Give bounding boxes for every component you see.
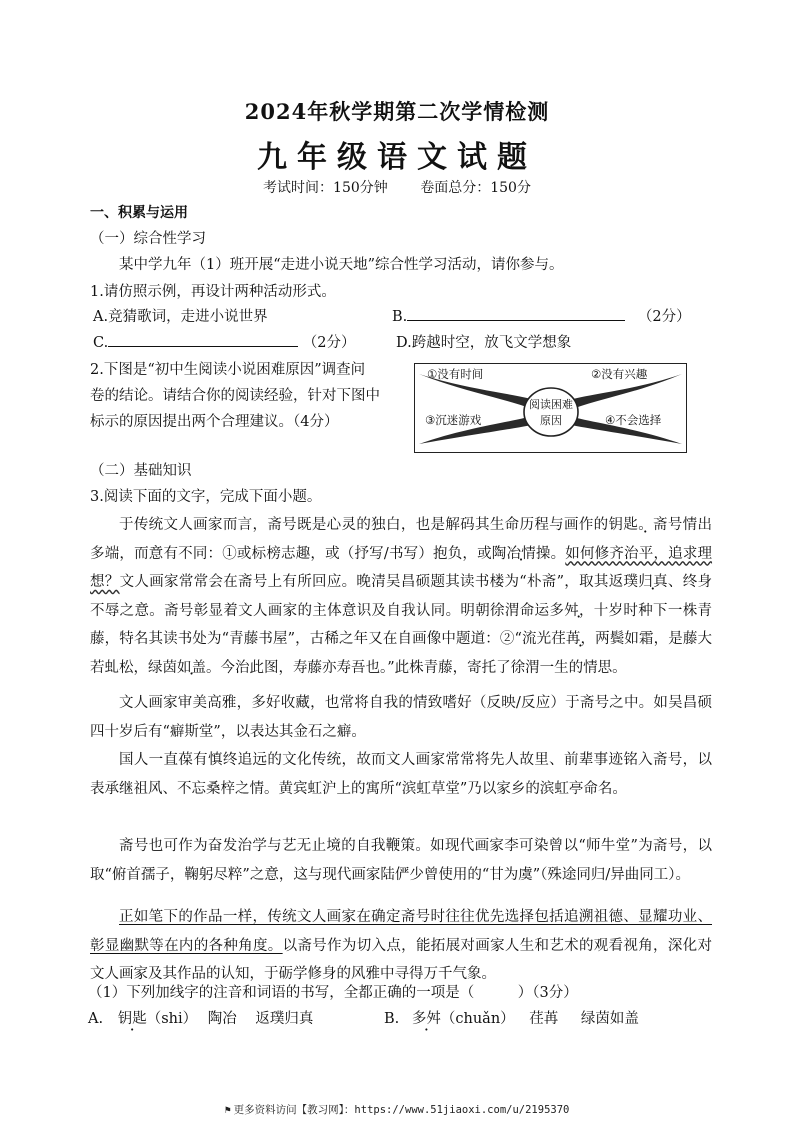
dotted-word-renran: 荏苒 <box>551 631 581 647</box>
reading-difficulty-diagram <box>414 363 687 453</box>
diagram-center-node <box>524 388 578 436</box>
q1-option-c <box>93 333 356 353</box>
option-a-word: 钥匙 <box>117 1011 147 1027</box>
exam-time: 考试时间：150分钟 <box>263 180 388 196</box>
diagram-reason-1: ①没有时间 <box>427 367 484 381</box>
diagram-reason-4: ④不会选择 <box>605 413 662 427</box>
q1-option-a: A.竞猜歌词，走进小说世界 <box>93 309 268 325</box>
q2-line-1: 2.下图是“初中生阅读小说困难原因”调查问 <box>90 362 366 378</box>
section-heading: 一、积累与运用 <box>90 205 188 221</box>
diagram-center-line2: 原因 <box>540 414 562 427</box>
q1-option-d: D.跨越时空，放飞文学想象 <box>396 335 572 351</box>
q1-stem: 1.请仿照示例，再设计两种活动形式。 <box>90 284 336 300</box>
q1-option-b-label: B. <box>392 309 408 325</box>
sub-question-1-stem: （1）下列加线字的注音和词语的书写，全都正确的一项是（ ）（3分） <box>88 985 578 1001</box>
q3-stem: 3.阅读下面的文字，完成下面小题。 <box>90 489 322 505</box>
underlined-sentence: 正如笔下的作品一样，传统文人画家在确定斋号时往往优先选择包括追溯祖德、显耀功业、彰显幽默等在内的各种角度。 <box>90 909 712 954</box>
q1-option-c-blank[interactable] <box>108 333 298 347</box>
q2-line-3: 标示的原因提出两个合理建议。（4分） <box>90 414 339 430</box>
diagram-reason-2: ②没有兴趣 <box>591 367 648 381</box>
dotted-word-fanpu: 返璞归真 <box>608 574 668 590</box>
option-b-word: 多舛 <box>411 1011 441 1027</box>
passage-paragraph-3: 国人一直葆有慎终追远的文化传统，故而文人画家常常将先人故里、前辈事迹铭入斋号，以表承继祖风、不忘桑梓之情。黄宾虹沪上的寓所“滨虹草堂”乃以家乡的滨虹亭命名。 <box>90 752 712 797</box>
q1-option-b-points: （2分） <box>637 309 691 325</box>
passage-paragraph-5: 正如笔下的作品一样，传统文人画家在确定斋号时往往优先选择包括追溯祖德、显耀功业、彰显幽默等在内的各种角度。以斋号作为切入点，能拓展对画家人生和艺术的观看视角，深化对文人画家及其作品的认知，于砺学修身的风雅中寻得万千气象。 <box>90 909 713 982</box>
dotted-word-lvyin: 绿茵如盖 <box>148 659 206 676</box>
diagram-svg <box>415 364 686 452</box>
exam-score: 卷面总分：150分 <box>420 180 531 196</box>
passage-paragraph-1: 于传统文人画家而言，斋号既是心灵的独白，也是解码其生命历程与画作的钥匙。斋号情出多端，而意有不同：①或标榜志趣，或（抒写/书写）抱负，或陶冶情操。如何修齐治平，追求理想？文人画家常常会在斋号上有所回应。晚清吴昌硕题其读书楼为“朴斋”，取其返璞归真、终身不辱之意。斋号彰显着文人画家的主体意识及自我认同。明朝徐渭命运多舛，十岁时种下一株青藤，特名其读书处为“青藤书屋”，古稀之年又在自画像中题道：②“流光荏苒，两鬓如霜，是藤大若虬松，绿茵如盖。今治此图，寿藤亦寿吾也。”此株青藤，寄托了徐渭一生的情思。 <box>90 517 713 676</box>
exam-meta <box>0 177 794 197</box>
flag-icon: ⚑ <box>224 1105 231 1116</box>
dotted-word-yaoshi: 匙 <box>623 517 639 533</box>
sub-question-1-option-a: A. 钥匙（shi） 陶冶 返璞归真 <box>88 1011 314 1027</box>
diagram-reason-3: ③沉迷游戏 <box>425 413 482 427</box>
part1-heading: （一）综合性学习 <box>90 231 206 247</box>
wavy-underlined-question: 如何修齐治平，追求理想？ <box>90 545 713 590</box>
q2-line-2: 卷的结论。请结合你的阅读经验，针对下图中 <box>90 388 380 404</box>
footer-link[interactable] <box>0 1102 794 1117</box>
passage-paragraph-2: 文人画家审美高雅，多好收藏，也常将自我的情致嗜好（反映/反应）于斋号之中。如吴昌硕四十岁后有“癖斯堂”，以表达其金石之癖。 <box>90 695 712 740</box>
exam-subtitle: 九年级语文试题 <box>257 140 537 175</box>
q1-option-c-label: C. <box>93 335 109 351</box>
sub-question-1-option-b: B. 多舛（chuǎn） 荏苒 绿茵如盖 <box>384 1011 639 1027</box>
diagram-center-line1: 阅读困难 <box>529 398 573 411</box>
part2-heading: （二）基础知识 <box>90 463 192 479</box>
q1-option-b <box>392 307 691 327</box>
activity-intro: 某中学九年（1）班开展“走进小说天地”综合性学习活动，请你参与。 <box>119 257 564 273</box>
passage-paragraph-4: 斋号也可作为奋发治学与艺无止境的自我鞭策。如现代画家李可染曾以“师牛堂”为斋号，以取“俯首孺子，鞠躬尽粹”之意，这与现代画家陆俨少曾使用的“甘为虞”（殊途同归/异曲同工）。 <box>90 838 712 883</box>
dotted-word-duochuan: 多舛 <box>549 602 579 619</box>
dotted-word-taoye: 陶冶 <box>491 545 522 562</box>
exam-title: 2024年秋学期第二次学情检测 <box>244 99 550 124</box>
footer-text: 更多资料访问【教习网】：https://www.51jiaoxi.com/u/2195370 <box>233 1104 570 1116</box>
q1-option-b-blank[interactable] <box>407 307 625 321</box>
q1-option-c-points: （2分） <box>302 335 356 351</box>
